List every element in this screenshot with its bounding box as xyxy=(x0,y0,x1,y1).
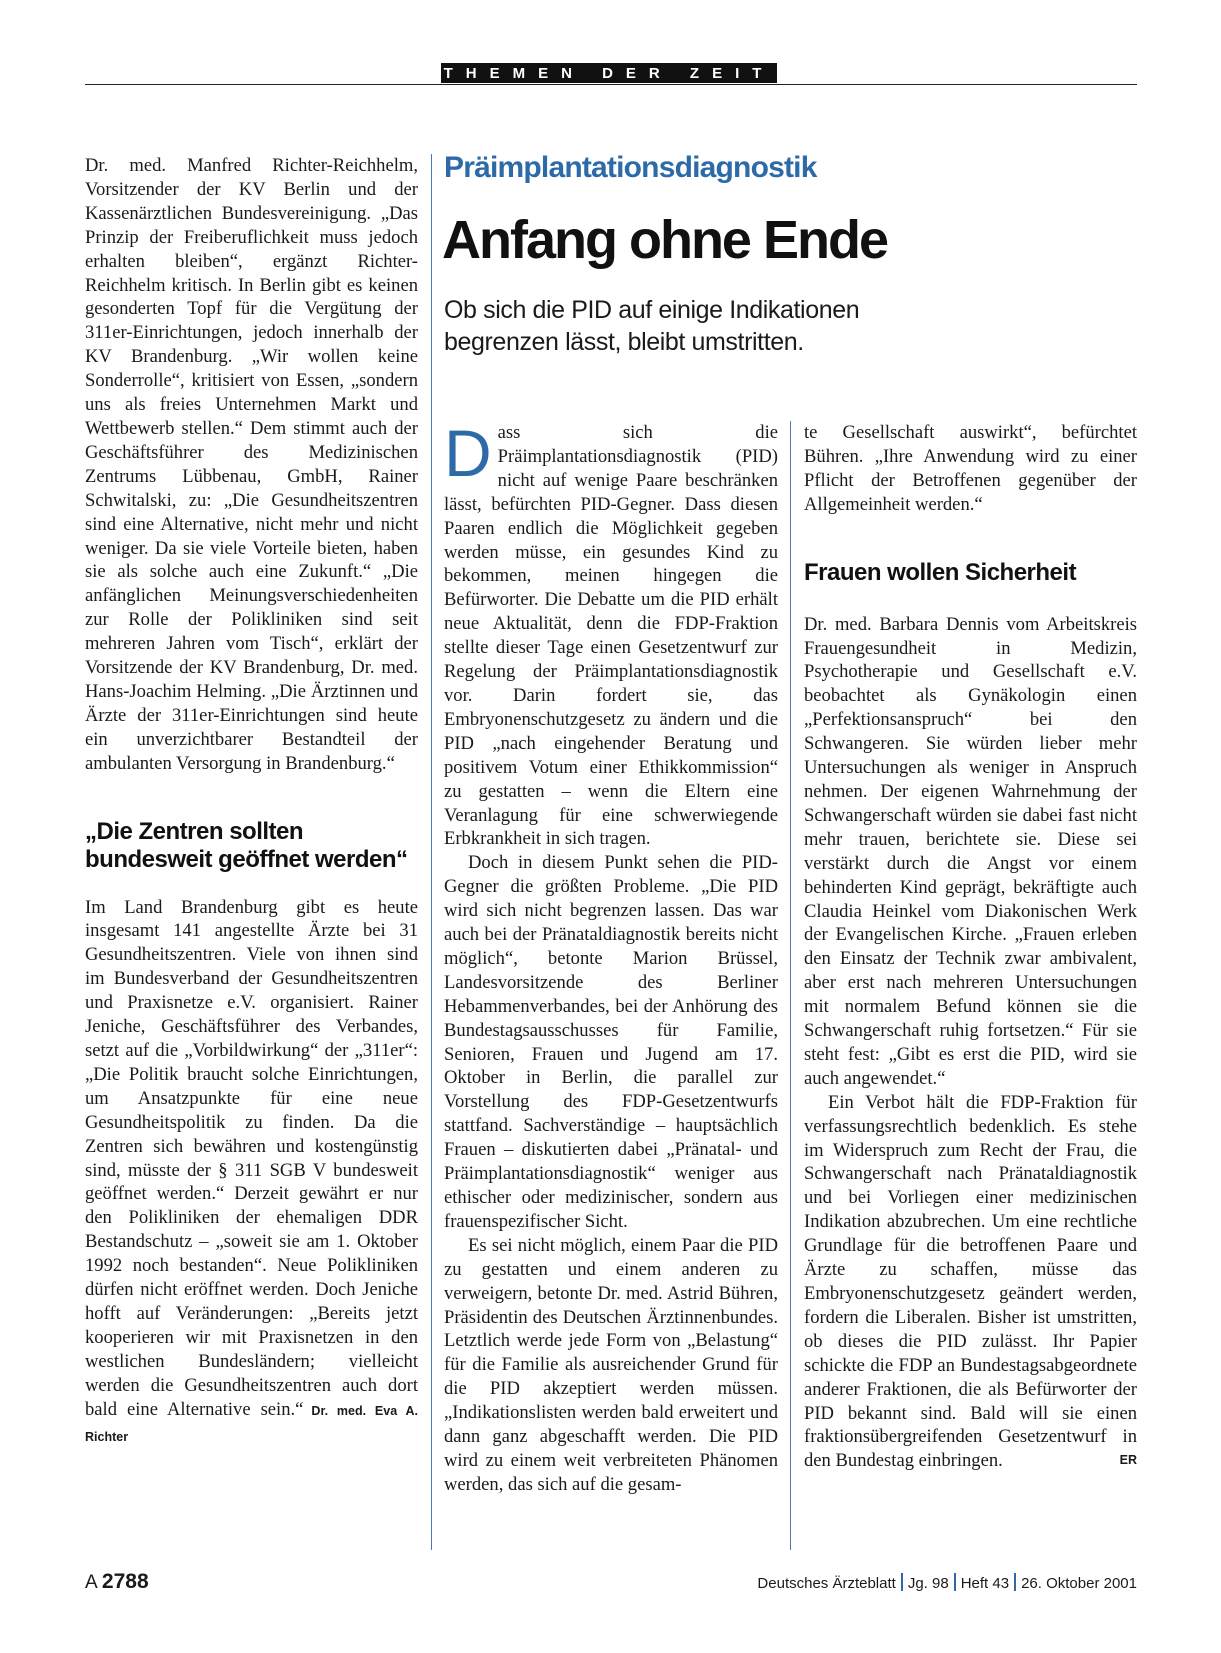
footer-divider xyxy=(954,1573,956,1591)
journal-name: Deutsches Ärzteblatt xyxy=(757,1575,896,1592)
journal-date: 26. Oktober 2001 xyxy=(1021,1575,1137,1592)
article-paragraph-5: Dr. med. Barbara Dennis vom Arbeitskreis Frauengesundheit in Medizin, Psychotherapie und Gesellschaft e.V. beobachtet als Gynäkologin einen „Perfektionsanspruch“ bei den Schwangeren. Sie würden lieber mehr Untersuchungen als weniger in Anspruch nehmen. Der eigenen Wahrnehmung der Schwangerschaft würden sie dabei fast nicht mehr trauen, berichtete sie. Diese sei verstärkt durch die Angst vor einem behinderten Kind geprägt, bekräftigte auch Claudia Heinkel vom Diakonischen Werk der Evangelischen Kirche. „Frauen erleben den Einsatz der Technik zwar ambivalent, aber erst nach mehreren Untersuchungen mit normalem Befund können sie die Schwangerschaft ruhig fortsetzen.“ Für sie steht fest: „Gibt es erst die PID, wird sie auch angewendet.“ xyxy=(804,613,1137,1089)
left-paragraph-1: Dr. med. Manfred Richter-Reichhelm, Vorsitzender der KV Berlin und der Kassenärztlichen Bundesvereinigung. „Das Prinzip der Freiberuflichkeit muss jedoch erhalten bleiben“, ergänzt Richter-Reichhelm kritisch. In Berlin gibt es keinen gesonderten Topf für die Vergütung der 311er-Einrichtungen, jedoch innerhalb der KV Brandenburg. „Wir wollen keine Sonderrolle“, kritisiert von Essen, „sondern uns als freies Unternehmen Markt und Wettbewerb stellen.“ Dem stimmt auch der Geschäftsführer des Medizinischen Zentrums Lübbenau, GmbH, Rainer Schwitalski, zu: „Die Gesundheitszentren sind eine Alternative, nicht mehr und nicht weniger. Da sie viele Vorteile bieten, haben sie als solche auch eine Zukunft.“ „Die anfänglichen Meinungsverschiedenheiten zur Rolle der Polikliniken sind seit mehreren Jahren vom Tisch“, erklärt der Vorsitzende der KV Brandenburg, Dr. med. Hans-Joachim Helming. „Die Ärztinnen und Ärzte der 311er-Einrichtungen sind heute ein unverzichtbarer Bestandteil der ambulanten Versorgung in Brandenburg.“ xyxy=(85,155,418,774)
footer-divider xyxy=(1014,1573,1016,1591)
section-label: THEMEN DER ZEIT xyxy=(441,63,777,83)
left-paragraph-2-text: Im Land Brandenburg gibt es heute insgesamt 141 angestellte Ärzte bei 31 Gesundheitszentren. Viele von ihnen sind im Bundesverband der Gesundheitszentren und Praxisnetze e.V. organisiert. Rainer Jeniche, Geschäftsführer des Verbandes, setzt auf die „Vorbildwirkung“ der „311er“: „Die Politik braucht solche Einrichtungen, um Ansatzpunkte für eine neue Gesundheitspolitik zu finden. Da die Zentren sich bewähren und kostengünstig sind, müsste der § 311 SGB V bundesweit geöffnet werden.“ Derzeit gewährt er nur den Polikliniken der ehemaligen DDR Bestandschutz – „soweit sie am 1. Oktober 1992 noch bestanden“. Neue Polikliniken dürfen nicht eröffnet werden. Doch Jeniche hofft auf Veränderungen: „Bereits jetzt kooperieren wir mit Praxisnetzen in den westlichen Bundesländern; vielleicht werden die Gesundheitszentren auch dort bald eine Alternative sein.“ xyxy=(85,896,418,1420)
middle-column xyxy=(444,416,778,1497)
left-column xyxy=(85,154,418,1449)
article-paragraph-1 xyxy=(444,416,778,851)
article-paragraph-2: Doch in diesem Punkt sehen die PID-Gegner die größten Probleme. „Die PID wird sich nicht begrenzen lassen. Das war auch bei der Pränataldiagnostik bereits nicht möglich“, betonte Marion Brüssel, Landesvorsitzende des Berliner Hebammenverbandes, bei der Anhörung des Bundestagsausschusses für Familie, Senioren, Frauen und Jugend am 17. Oktober in Berlin, die parallel zur Vorstellung des FDP-Gesetzentwurfs stattfand. Sachverständige – hauptsächlich Frauen – diskutierten dabei „Pränatal- und Präimplantationsdiagnostik“ weniger aus ethischer oder medizinischer, sondern aus frauenspezifischer Sicht. xyxy=(444,852,778,1232)
article-paragraph-3: Es sei nicht möglich, einem Paar die PID zu gestatten und einem anderen zu verweigern, betonte Dr. med. Astrid Bühren, Präsidentin des Deutschen Ärztinnenbundes. Letztlich werde jede Form von „Belastung“ für die Familie als ausreichender Grund für die PID akzeptiert werden müssen. „Indikationslisten werden bald erweitert und dann ganz abgeschafft werden. Die PID wird zu einem weit verbreiteten Phänomen werden, das sich auf die gesam- xyxy=(444,1234,778,1495)
article-paragraph-6-text: Ein Verbot hält die FDP-Fraktion für verfassungsrechtlich bedenklich. Es stehe im Widerspruch zum Recht der Frau, die Schwangerschaft nach Pränataldiagnostik und bei Vorliegen einer medizinischen Indikation abzubrechen. Um eine rechtliche Grundlage für die betroffenen Paare und Ärzte zu schaffen, müsse das Embryonenschutzgesetz geändert werden, fordern die Liberalen. Bisher ist umstritten, ob dieses die PID zulässt. Ihr Papier schickte die FDP an Bundestagsabgeordnete anderer Fraktionen, die als Befürworter der PID bekannt sind. Bald will sie einen fraktionsübergreifenden Gesetzentwurf in den Bundestag einbringen. xyxy=(804,1091,1137,1472)
left-paragraph-2 xyxy=(85,896,418,1450)
column-rule xyxy=(431,154,432,1550)
article-kicker: Präimplantationsdiagnostik xyxy=(444,151,817,184)
article-paragraph-6 xyxy=(804,1091,1137,1474)
column-rule xyxy=(790,421,791,1550)
article-deck: Ob sich die PID auf einige Indikationen begrenzen lässt, bleibt umstritten. xyxy=(444,296,860,356)
footer-citation xyxy=(757,1573,1137,1592)
footer-divider xyxy=(901,1573,903,1591)
article-subhead: Frauen wollen Sicherheit xyxy=(804,558,1077,586)
journal-volume: Jg. 98 xyxy=(907,1575,949,1592)
drop-cap: D xyxy=(444,416,492,490)
page-number-value: 2788 xyxy=(101,1570,149,1593)
left-subhead: „Die Zentren sollten bundesweit geöffnet werden“ xyxy=(85,817,408,873)
article-paragraph-1-text: ass sich die Präimplantationsdiagnostik (PID) nicht auf wenige Paare beschränken lässt, befürchten PID-Gegner. Dass diesen Paaren endlich die Möglichkeit gegeben werden müsse, ein gesundes Kind zu bekommen, meinen hingegen die Befürworter. Die Debatte um die PID erhält neue Aktualität, denn die FDP-Fraktion stellte dieser Tage einen Gesetzentwurf zur Regelung der Präimplantationsdiagnostik vor. Darin fordert sie, das Embryonenschutzgesetz zu ändern und die PID „nach eingehender Beratung und positivem Votum einer Ethikkommission“ zu gestatten – wenn die Eltern eine Veranlagung für eine schwerwiegende Erbkrankheit in sich tragen. xyxy=(444,422,778,850)
author-byline: Dr. med. Eva A. Richter xyxy=(85,1403,418,1444)
author-signoff: ER xyxy=(1119,1453,1137,1468)
right-column xyxy=(804,421,1137,1473)
journal-issue: Heft 43 xyxy=(960,1575,1010,1592)
page-number xyxy=(85,1570,149,1594)
header-rule xyxy=(85,84,1137,85)
article-headline: Anfang ohne Ende xyxy=(442,210,887,270)
page-prefix: A xyxy=(85,1572,97,1593)
article-paragraph-4: te Gesellschaft auswirkt“, befürchtet Bühren. „Ihre Anwendung wird zu einer Pflicht der Betroffenen gegenüber der Allgemeinheit werden.“ xyxy=(804,422,1137,515)
